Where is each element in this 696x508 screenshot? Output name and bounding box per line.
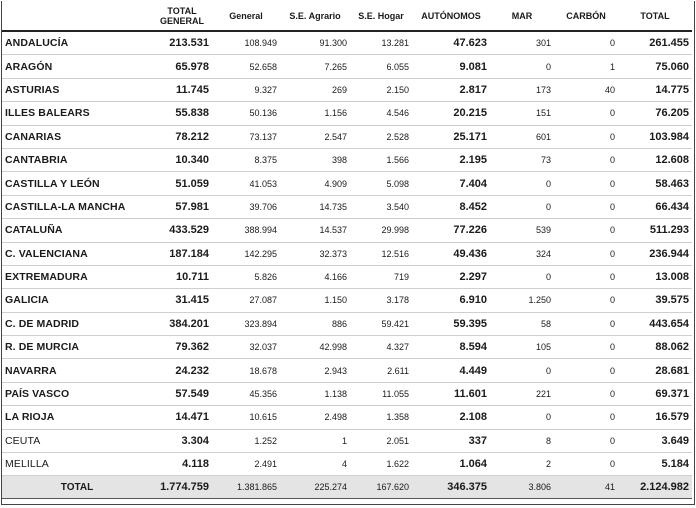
- table-cell: 269: [280, 78, 350, 101]
- table-row: [2, 382, 692, 405]
- region-name: CATALUÑA: [2, 219, 152, 242]
- table-cell: 1.150: [280, 289, 350, 312]
- table-cell: 3.304: [152, 429, 212, 452]
- table-cell: 2.817: [412, 78, 490, 101]
- table-cell: 78.212: [152, 125, 212, 148]
- table-cell: 2.108: [412, 406, 490, 429]
- table-cell: 151: [490, 102, 554, 125]
- table-cell: 14.775: [618, 78, 692, 101]
- table-cell: 8: [490, 429, 554, 452]
- total-cell: 167.620: [350, 476, 412, 499]
- table-cell: 10.615: [212, 406, 280, 429]
- table-cell: 0: [490, 406, 554, 429]
- table-row: [2, 336, 692, 359]
- table-cell: 10.711: [152, 265, 212, 288]
- table-cell: 6.055: [350, 55, 412, 78]
- total-cell: 1.774.759: [152, 476, 212, 499]
- total-row: [2, 476, 692, 499]
- table-cell: 73: [490, 148, 554, 171]
- table-cell: 388.994: [212, 219, 280, 242]
- table-cell: 52.658: [212, 55, 280, 78]
- table-cell: 2.051: [350, 429, 412, 452]
- table-cell: 398: [280, 148, 350, 171]
- table-cell: 25.171: [412, 125, 490, 148]
- table-cell: 1.566: [350, 148, 412, 171]
- table-cell: 0: [490, 359, 554, 382]
- table-cell: 142.295: [212, 242, 280, 265]
- table-cell: 51.059: [152, 172, 212, 195]
- table-cell: 337: [412, 429, 490, 452]
- table-cell: 14.735: [280, 195, 350, 218]
- region-name: ARAGÓN: [2, 55, 152, 78]
- region-name: R. DE MURCIA: [2, 336, 152, 359]
- table-row: [2, 312, 692, 335]
- table-row: [2, 195, 692, 218]
- table-cell: 76.205: [618, 102, 692, 125]
- table-cell: 1: [554, 55, 618, 78]
- table-cell: 2.195: [412, 148, 490, 171]
- table-cell: 1.064: [412, 453, 490, 476]
- table-cell: 0: [554, 265, 618, 288]
- table-cell: 719: [350, 265, 412, 288]
- table-cell: 1: [280, 429, 350, 452]
- table-cell: 27.087: [212, 289, 280, 312]
- table-cell: 5.826: [212, 265, 280, 288]
- table-cell: 0: [554, 195, 618, 218]
- region-name: PAÍS VASCO: [2, 382, 152, 405]
- table-cell: 45.356: [212, 382, 280, 405]
- header-general: General: [212, 2, 280, 31]
- table-cell: 2.150: [350, 78, 412, 101]
- table-cell: 0: [554, 242, 618, 265]
- table-cell: 75.060: [618, 55, 692, 78]
- table-cell: 1.250: [490, 289, 554, 312]
- region-name: ILLES BALEARS: [2, 102, 152, 125]
- table-cell: 213.531: [152, 31, 212, 55]
- table-cell: 0: [554, 429, 618, 452]
- table-row: [2, 172, 692, 195]
- table-cell: 601: [490, 125, 554, 148]
- table-cell: 39.706: [212, 195, 280, 218]
- table-cell: 65.978: [152, 55, 212, 78]
- table-cell: 0: [554, 31, 618, 55]
- table-cell: 105: [490, 336, 554, 359]
- table-cell: 4.449: [412, 359, 490, 382]
- table-cell: 88.062: [618, 336, 692, 359]
- table-row: [2, 148, 692, 171]
- table-row: [2, 453, 692, 476]
- region-name: NAVARRA: [2, 359, 152, 382]
- table-cell: 9.327: [212, 78, 280, 101]
- table-cell: 39.575: [618, 289, 692, 312]
- region-name: LA RIOJA: [2, 406, 152, 429]
- table-cell: 16.579: [618, 406, 692, 429]
- table-cell: 66.434: [618, 195, 692, 218]
- table-cell: 0: [554, 148, 618, 171]
- header-se-hogar: S.E. Hogar: [350, 2, 412, 31]
- table-cell: 4.118: [152, 453, 212, 476]
- table-row: [2, 125, 692, 148]
- table-cell: 103.984: [618, 125, 692, 148]
- table-cell: 0: [554, 312, 618, 335]
- table-row: [2, 429, 692, 452]
- table-cell: 6.910: [412, 289, 490, 312]
- table-cell: 14.537: [280, 219, 350, 242]
- region-name: C. DE MADRID: [2, 312, 152, 335]
- header-se-agrario: S.E. Agrario: [280, 2, 350, 31]
- table-cell: 2.498: [280, 406, 350, 429]
- header-autonomos: AUTÓNOMOS: [412, 2, 490, 31]
- table-cell: 0: [554, 289, 618, 312]
- table-cell: 58: [490, 312, 554, 335]
- table-cell: 2.491: [212, 453, 280, 476]
- table-cell: 4.166: [280, 265, 350, 288]
- table-cell: 32.373: [280, 242, 350, 265]
- table-row: [2, 219, 692, 242]
- table-cell: 7.404: [412, 172, 490, 195]
- region-name: EXTREMADURA: [2, 265, 152, 288]
- total-cell: 225.274: [280, 476, 350, 499]
- table-cell: 0: [490, 172, 554, 195]
- region-name: C. VALENCIANA: [2, 242, 152, 265]
- total-cell: 2.124.982: [618, 476, 692, 499]
- table-cell: 433.529: [152, 219, 212, 242]
- table-cell: 40: [554, 78, 618, 101]
- total-label: TOTAL: [2, 476, 152, 499]
- table-cell: 0: [554, 406, 618, 429]
- table-cell: 14.471: [152, 406, 212, 429]
- table-cell: 1.156: [280, 102, 350, 125]
- table-row: [2, 31, 692, 55]
- region-name: CANARIAS: [2, 125, 152, 148]
- table-cell: 2.297: [412, 265, 490, 288]
- region-name: CASTILLA Y LEÓN: [2, 172, 152, 195]
- table-cell: 79.362: [152, 336, 212, 359]
- table-cell: 0: [554, 359, 618, 382]
- table-row: [2, 265, 692, 288]
- table-cell: 2.611: [350, 359, 412, 382]
- table-cell: 4.546: [350, 102, 412, 125]
- header-region: [2, 2, 152, 31]
- table-cell: 221: [490, 382, 554, 405]
- table-cell: 5.098: [350, 172, 412, 195]
- table-cell: 886: [280, 312, 350, 335]
- table-row: [2, 359, 692, 382]
- table-cell: 261.455: [618, 31, 692, 55]
- table-row: [2, 102, 692, 125]
- total-cell: 3.806: [490, 476, 554, 499]
- table-cell: 91.300: [280, 31, 350, 55]
- table-cell: 2.943: [280, 359, 350, 382]
- table-cell: 42.998: [280, 336, 350, 359]
- table-cell: 11.745: [152, 78, 212, 101]
- table-cell: 187.184: [152, 242, 212, 265]
- table-cell: 0: [554, 102, 618, 125]
- table-cell: 20.215: [412, 102, 490, 125]
- table-cell: 47.623: [412, 31, 490, 55]
- affiliates-table: [2, 2, 692, 499]
- region-name: GALICIA: [2, 289, 152, 312]
- table-cell: 3.540: [350, 195, 412, 218]
- table-cell: 0: [554, 336, 618, 359]
- table-cell: 59.421: [350, 312, 412, 335]
- total-cell: 346.375: [412, 476, 490, 499]
- table-cell: 8.375: [212, 148, 280, 171]
- table-cell: 0: [554, 382, 618, 405]
- table-cell: 2: [490, 453, 554, 476]
- table-cell: 1.138: [280, 382, 350, 405]
- table-cell: 55.838: [152, 102, 212, 125]
- table-cell: 8.452: [412, 195, 490, 218]
- table-row: [2, 242, 692, 265]
- table-cell: 77.226: [412, 219, 490, 242]
- table-cell: 324: [490, 242, 554, 265]
- table-cell: 73.137: [212, 125, 280, 148]
- table-cell: 4.327: [350, 336, 412, 359]
- table-cell: 13.281: [350, 31, 412, 55]
- table-cell: 57.981: [152, 195, 212, 218]
- header-mar: MAR: [490, 2, 554, 31]
- table-cell: 0: [554, 453, 618, 476]
- table-cell: 236.944: [618, 242, 692, 265]
- table-cell: 32.037: [212, 336, 280, 359]
- table-cell: 0: [490, 265, 554, 288]
- total-cell: 41: [554, 476, 618, 499]
- table-cell: 0: [554, 125, 618, 148]
- table-cell: 3.178: [350, 289, 412, 312]
- table-cell: 24.232: [152, 359, 212, 382]
- table-cell: 511.293: [618, 219, 692, 242]
- table-cell: 8.594: [412, 336, 490, 359]
- table-cell: 29.998: [350, 219, 412, 242]
- table-cell: 4: [280, 453, 350, 476]
- region-name: CEUTA: [2, 429, 152, 452]
- table-cell: 31.415: [152, 289, 212, 312]
- table-cell: 7.265: [280, 55, 350, 78]
- table-row: [2, 406, 692, 429]
- region-name: ANDALUCÍA: [2, 31, 152, 55]
- table-cell: 2.547: [280, 125, 350, 148]
- table-cell: 18.678: [212, 359, 280, 382]
- table-cell: 11.055: [350, 382, 412, 405]
- table-cell: 301: [490, 31, 554, 55]
- table-cell: 3.649: [618, 429, 692, 452]
- table-cell: 9.081: [412, 55, 490, 78]
- table-cell: 49.436: [412, 242, 490, 265]
- table-cell: 12.516: [350, 242, 412, 265]
- table-cell: 4.909: [280, 172, 350, 195]
- table-cell: 50.136: [212, 102, 280, 125]
- table-cell: 443.654: [618, 312, 692, 335]
- header-carbon: CARBÓN: [554, 2, 618, 31]
- region-name: ASTURIAS: [2, 78, 152, 101]
- table-cell: 539: [490, 219, 554, 242]
- table-cell: 0: [490, 55, 554, 78]
- table-cell: 12.608: [618, 148, 692, 171]
- table-cell: 323.894: [212, 312, 280, 335]
- table-cell: 69.371: [618, 382, 692, 405]
- table-cell: 28.681: [618, 359, 692, 382]
- table-cell: 2.528: [350, 125, 412, 148]
- table-cell: 1.252: [212, 429, 280, 452]
- table-cell: 13.008: [618, 265, 692, 288]
- table-cell: 0: [554, 219, 618, 242]
- table-cell: 59.395: [412, 312, 490, 335]
- table-cell: 0: [490, 195, 554, 218]
- total-cell: 1.381.865: [212, 476, 280, 499]
- table-cell: 11.601: [412, 382, 490, 405]
- table-cell: 41.053: [212, 172, 280, 195]
- table-cell: 5.184: [618, 453, 692, 476]
- header-total-general: TOTAL GENERAL: [152, 2, 212, 31]
- table-cell: 1.622: [350, 453, 412, 476]
- table-cell: 384.201: [152, 312, 212, 335]
- header-row: [2, 2, 692, 31]
- table-row: [2, 289, 692, 312]
- table-cell: 10.340: [152, 148, 212, 171]
- table-cell: 1.358: [350, 406, 412, 429]
- table-cell: 108.949: [212, 31, 280, 55]
- header-total: TOTAL: [618, 2, 692, 31]
- table-cell: 0: [554, 172, 618, 195]
- table-cell: 173: [490, 78, 554, 101]
- table-cell: 57.549: [152, 382, 212, 405]
- table-row: [2, 55, 692, 78]
- table-row: [2, 78, 692, 101]
- table-cell: 58.463: [618, 172, 692, 195]
- region-name: CASTILLA-LA MANCHA: [2, 195, 152, 218]
- region-name: CANTABRIA: [2, 148, 152, 171]
- region-name: MELILLA: [2, 453, 152, 476]
